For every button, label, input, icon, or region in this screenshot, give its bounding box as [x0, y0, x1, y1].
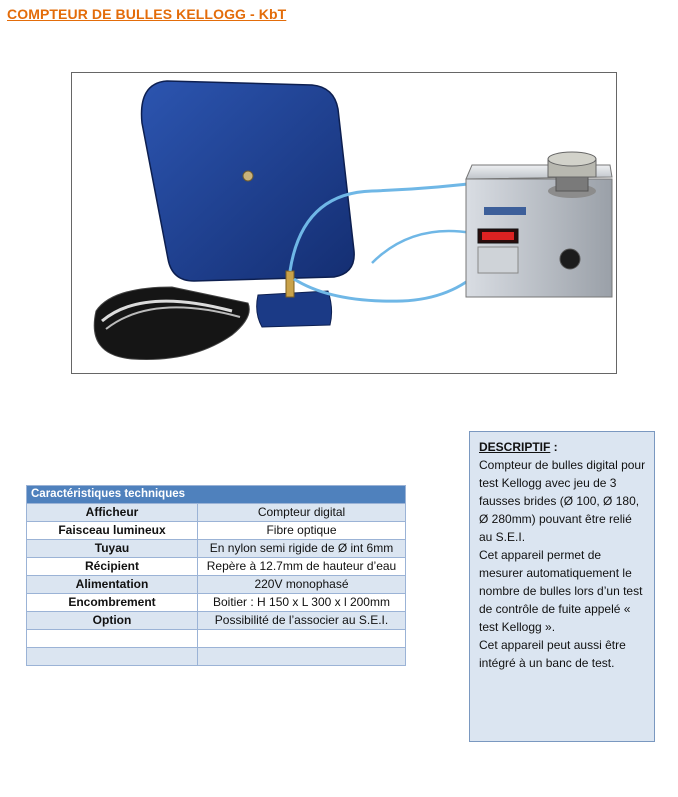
descriptif-heading-colon: :	[550, 440, 558, 454]
spec-value: Repère à 12.7mm de hauteur d’eau	[198, 558, 406, 576]
specs-table	[26, 485, 406, 666]
product-photo-drawing	[72, 73, 616, 373]
spec-value: En nylon semi rigide de Ø int 6mm	[198, 540, 406, 558]
spec-value	[198, 630, 406, 648]
spec-label	[27, 630, 198, 648]
descriptif-paragraph: Cet appareil permet de mesurer automatiquement le nombre de bulles lors d’un test de contrôle de fuite appelé « test Kellogg ».	[479, 548, 643, 634]
table-row	[27, 558, 406, 576]
spec-value	[198, 648, 406, 666]
table-row	[27, 504, 406, 522]
table-row	[27, 522, 406, 540]
spec-value: 220V monophasé	[198, 576, 406, 594]
descriptif-paragraph: Compteur de bulles digital pour test Kellogg avec jeu de 3 fausses brides (Ø 100, Ø 180, Ø 280mm) pouvant être relié au S.E.I.	[479, 458, 646, 544]
spec-label: Afficheur	[27, 504, 198, 522]
spec-label: Encombrement	[27, 594, 198, 612]
display-label	[484, 207, 526, 215]
spec-label: Faisceau lumineux	[27, 522, 198, 540]
descriptif-body	[479, 456, 646, 672]
specs-table-header: Caractéristiques techniques	[27, 486, 406, 504]
spec-label: Option	[27, 612, 198, 630]
spec-label: Tuyau	[27, 540, 198, 558]
product-photo	[71, 72, 617, 374]
brass-connector	[286, 271, 294, 297]
page-title: COMPTEUR DE BULLES KELLOGG - KbT	[7, 6, 287, 22]
spec-label: Alimentation	[27, 576, 198, 594]
descriptif-heading	[479, 438, 646, 456]
spec-value: Compteur digital	[198, 504, 406, 522]
table-row	[27, 648, 406, 666]
specs-table-header-row	[27, 486, 406, 504]
descriptif-heading-text: DESCRIPTIF	[479, 440, 551, 454]
table-row	[27, 540, 406, 558]
spec-label	[27, 648, 198, 666]
spec-label: Récipient	[27, 558, 198, 576]
display-panel	[478, 247, 518, 273]
table-row	[27, 594, 406, 612]
spec-value: Possibilité de l’associer au S.E.I.	[198, 612, 406, 630]
spec-value: Boitier : H 150 x L 300 x l 200mm	[198, 594, 406, 612]
small-flange-black	[94, 287, 249, 360]
descriptif-box	[469, 431, 655, 742]
plate-bolt	[243, 171, 253, 181]
spec-value: Fibre optique	[198, 522, 406, 540]
table-row	[27, 576, 406, 594]
table-row	[27, 612, 406, 630]
descriptif-paragraph: Cet appareil peut aussi être intégré à un banc de test.	[479, 638, 626, 670]
control-knob	[560, 249, 580, 269]
table-row	[27, 630, 406, 648]
